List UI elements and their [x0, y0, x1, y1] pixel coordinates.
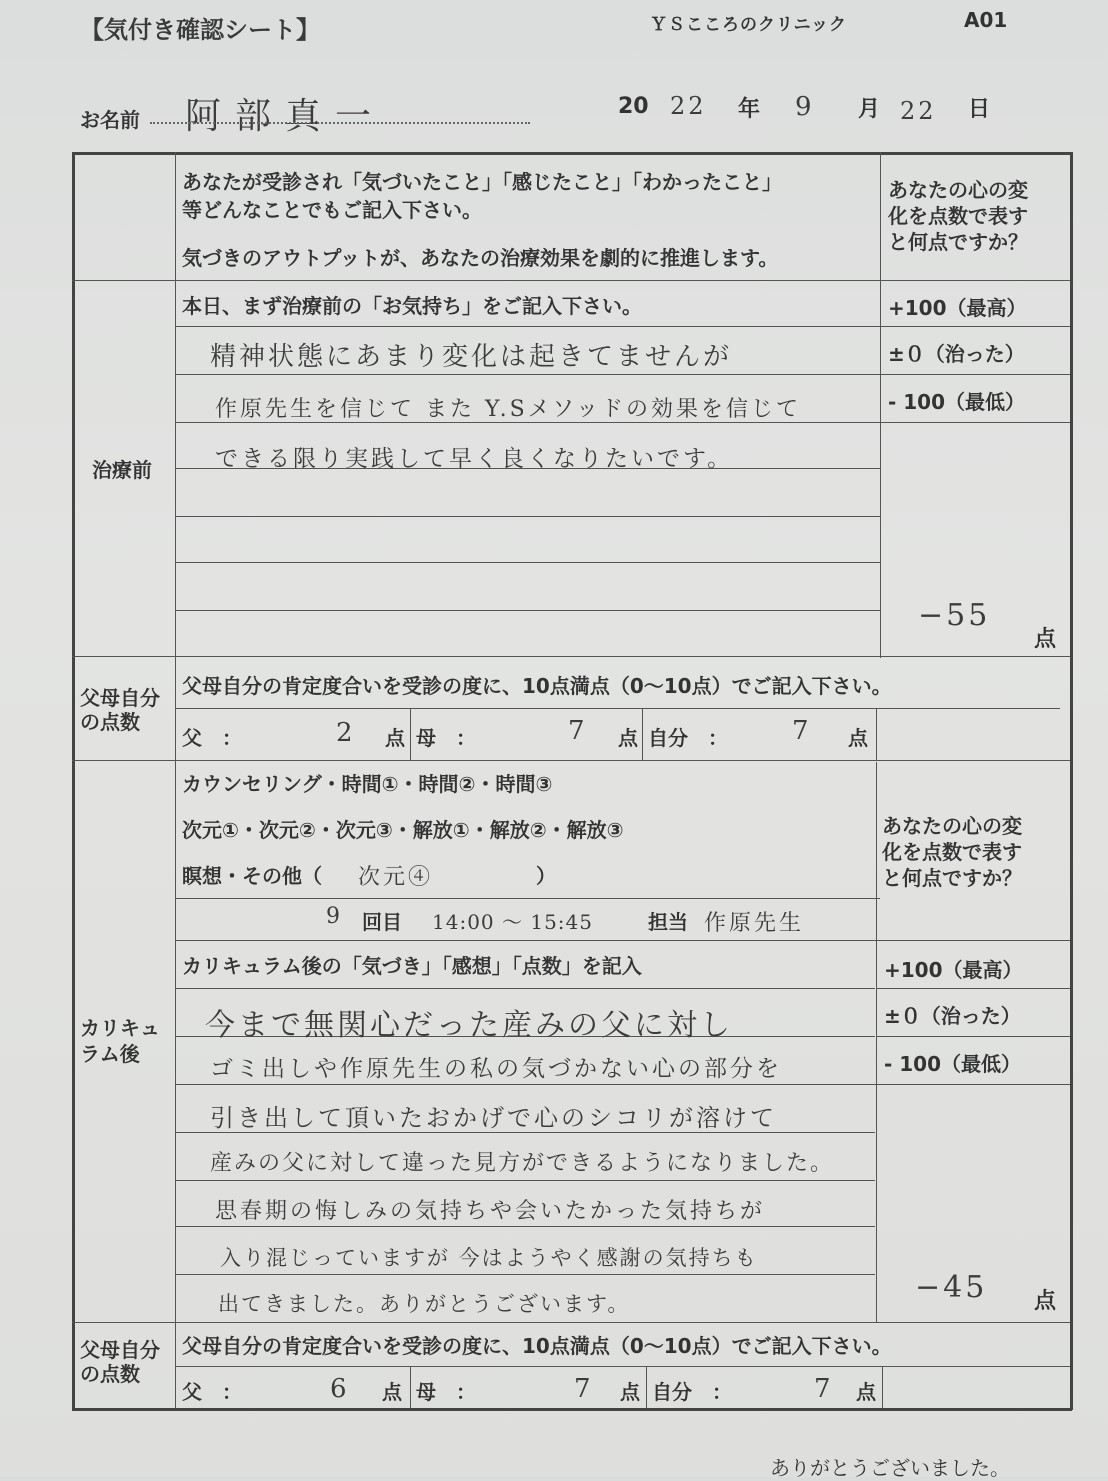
family1-prompt: 父母自分の肯定度合いを受診の度に、10点満点（0〜10点）でご記入下さい。 — [182, 674, 892, 698]
family1-mother-value: 7 — [568, 716, 588, 746]
after-rule — [175, 988, 875, 989]
after-score-unit: 点 — [1034, 1289, 1057, 1314]
family1-label-1: 父母自分 — [80, 686, 160, 710]
before-prompt: 本日、まず治療前の「お気持ち」をご記入下さい。 — [182, 294, 642, 318]
after-line-5: 思春期の悔しみの気持ちや会いたかった気持ちが — [215, 1199, 766, 1224]
session-charge-value: 作原先生 — [704, 911, 805, 936]
day-label: 日 — [968, 97, 991, 122]
after-rule — [175, 1274, 875, 1275]
family2-mother-label: 母 ： — [416, 1380, 476, 1404]
after-score-value: −45 — [915, 1270, 988, 1305]
after-scale-low: - 100（最低） — [884, 1052, 1022, 1076]
before-rule — [175, 516, 880, 517]
row-divider-after — [72, 1322, 1070, 1323]
before-rule — [175, 374, 880, 375]
name-underline — [150, 122, 530, 124]
before-score-unit: 点 — [1034, 627, 1057, 652]
family2-divider — [646, 1366, 647, 1408]
session-options-1: カウンセリング・時間①・時間②・時間③ — [182, 772, 553, 796]
family2-self-unit: 点 — [856, 1380, 876, 1404]
family2-father-unit: 点 — [382, 1380, 402, 1404]
before-rule — [175, 326, 880, 327]
row-divider-session — [175, 940, 1070, 941]
after-scale-high: +100（最高） — [884, 958, 1023, 982]
family2-label-1: 父母自分 — [80, 1338, 160, 1362]
before-scale-rule — [880, 326, 1070, 327]
family1-divider — [410, 708, 411, 760]
frame-bottom — [72, 1408, 1072, 1411]
intro-score-q3: と何点ですか？ — [888, 230, 1028, 254]
after-scale-rule — [876, 988, 1070, 989]
after-label-1: カリキュ — [80, 1016, 160, 1040]
family2-divider — [410, 1366, 411, 1408]
before-section-label: 治療前 — [92, 458, 152, 482]
before-scale-low: - 100（最低） — [888, 390, 1026, 414]
session-options-3b: ） — [536, 864, 556, 888]
session-options-2: 次元①・次元②・次元③・解放①・解放②・解放③ — [182, 818, 624, 842]
family1-father-value: 2 — [336, 718, 356, 748]
frame-top — [72, 152, 1072, 155]
before-score-value: −55 — [918, 598, 991, 633]
session-options-3a: 瞑想・その他（ — [182, 864, 322, 888]
before-line-3: できる限り実践して早く良くなりたいです。 — [215, 446, 734, 472]
session-count-label: 回目 — [362, 910, 402, 934]
footer-thanks: ありがとうございました。 — [770, 1456, 1010, 1480]
year-label: 年 — [738, 97, 761, 122]
after-line-4: 産みの父に対して違った見方ができるようになりました。 — [210, 1151, 835, 1176]
after-line-1: 今まで無関心だった産みの父に対し — [205, 1008, 733, 1043]
before-scale-mid: ±０（治った） — [888, 342, 1025, 366]
intro-line-2: 等どんなことでもご記入下さい。 — [182, 198, 482, 222]
after-rule — [175, 1180, 875, 1181]
before-line-2: 作原先生を信じて また Y.Sメソッドの効果を信じて — [215, 397, 801, 422]
frame-left — [72, 152, 75, 1410]
session-score-q1: あなたの心の変 — [882, 814, 1022, 838]
before-rule — [175, 562, 880, 563]
after-line-2: ゴミ出しや作原先生の私の気づかない心の部分を — [210, 1056, 782, 1082]
year-prefix: 20 — [618, 94, 649, 119]
sheet-title: 【気付き確認シート】 — [80, 16, 320, 44]
family1-divider — [642, 708, 643, 760]
after-rule — [175, 1226, 875, 1227]
family1-mother-unit: 点 — [618, 726, 638, 750]
family1-self-label: 自分 ： — [648, 726, 728, 750]
col-divider-left — [175, 152, 176, 1408]
family2-self-value: 7 — [814, 1374, 834, 1404]
after-line-7: 出てきました。ありがとうございます。 — [218, 1292, 631, 1316]
before-line-1: 精神状態にあまり変化は起きてませんが — [210, 342, 733, 372]
session-count-value: 9 — [326, 904, 343, 929]
family1-self-value: 7 — [792, 716, 812, 746]
name-value: 阿部真一 — [185, 96, 386, 137]
after-scale-rule — [876, 1036, 1070, 1037]
family1-label-2: の点数 — [80, 710, 140, 734]
after-line-3: 引き出して頂いたおかげで心のシコリが溶けて — [210, 1104, 777, 1132]
intro-line-3: 気づきのアウトプットが、あなたの治療効果を劇的に推進します。 — [182, 246, 779, 270]
family1-mother-label: 母 ： — [416, 726, 476, 750]
after-label-2: ラム後 — [80, 1042, 140, 1066]
after-line-6: 入り混じっていますが 今はようやく感謝の気持ちも — [220, 1246, 758, 1270]
month-label: 月 — [858, 97, 881, 122]
row-divider-before — [72, 656, 1070, 657]
family2-self-label: 自分 ： — [652, 1380, 732, 1404]
intro-line-1: あなたが受診され「気づいたこと」「感じたこと」「わかったこと」 — [182, 170, 782, 194]
family1-father-label: 父 ： — [182, 726, 242, 750]
frame-right — [1070, 152, 1073, 1410]
month-value: 9 — [795, 92, 815, 122]
row-divider-intro — [72, 280, 1070, 281]
family1-rule — [175, 708, 1060, 709]
before-rule — [175, 610, 880, 611]
day-value: 22 — [900, 97, 937, 125]
session-time-value: 14:00 〜 15:45 — [432, 910, 593, 934]
family2-father-value: 6 — [330, 1374, 350, 1404]
family2-mother-unit: 点 — [620, 1380, 640, 1404]
family2-label-2: の点数 — [80, 1362, 140, 1386]
after-scale-mid: ±０（治った） — [884, 1004, 1021, 1028]
col-divider-right-2 — [876, 762, 877, 1322]
clinic-name: ＹＳこころのクリニック — [650, 15, 847, 35]
sheet-code: A01 — [964, 8, 1008, 32]
intro-score-q2: 化を点数で表す — [888, 204, 1028, 228]
family1-self-unit: 点 — [848, 726, 868, 750]
name-label: お名前 — [80, 108, 140, 132]
family2-father-label: 父 ： — [182, 1380, 242, 1404]
family2-divider — [882, 1366, 883, 1408]
before-scale-high: +100（最高） — [888, 296, 1027, 320]
session-score-q3: と何点ですか？ — [882, 866, 1022, 890]
before-scale-rule — [880, 374, 1070, 375]
session-rule — [175, 898, 880, 899]
after-rule — [175, 1084, 1070, 1085]
family1-divider — [876, 708, 877, 760]
family2-mother-value: 7 — [574, 1374, 594, 1404]
family2-rule — [175, 1366, 1070, 1367]
session-score-q2: 化を点数で表す — [882, 840, 1022, 864]
col-divider-right-1 — [880, 152, 881, 658]
family1-father-unit: 点 — [385, 726, 405, 750]
session-charge-label: 担当 — [648, 910, 688, 934]
session-options-3-value: 次元④ — [358, 865, 434, 890]
after-prompt: カリキュラム後の「気づき」「感想」「点数」を記入 — [182, 954, 642, 978]
intro-score-q1: あなたの心の変 — [888, 178, 1028, 202]
row-divider-family1 — [72, 760, 1070, 761]
year-value: 22 — [670, 92, 707, 120]
family2-prompt: 父母自分の肯定度合いを受診の度に、10点満点（0〜10点）でご記入下さい。 — [182, 1334, 892, 1358]
